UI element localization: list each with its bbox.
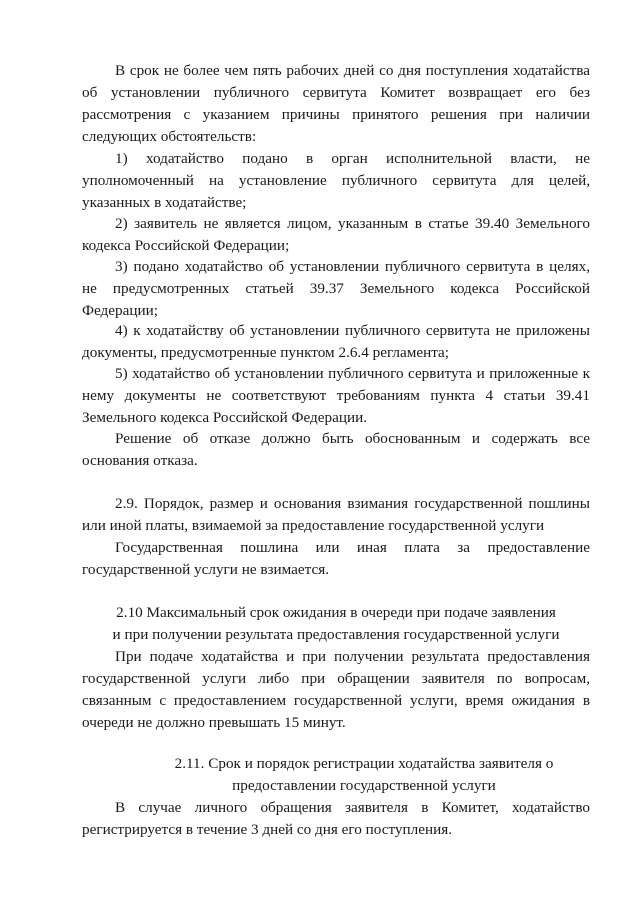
section-2-9-text: Государственная пошлина или иная плата за предоставление государственной услуги не взимается. [82,539,590,578]
section-2-11-title-line-2: предоставлении государственной услуги [232,777,496,794]
list-item-4: 4) к ходатайству об установлении публичного сервитута не приложены документы, предусмотренные пунктом 2.6.4 регламента; [82,322,590,361]
section-2-10-title-line-1: 2.10 Максимальный срок ожидания в очереди при подаче заявления [116,604,556,621]
paragraph-return-conditions: В срок не более чем пять рабочих дней со дня поступления ходатайства об установлении публичного сервитута Комитет возвращает его без рассмотрения с указанием причины принятого решения при наличии следующих обстоятельств: [82,62,590,145]
refusal-paragraph: Решение об отказе должно быть обоснованным и содержать все основания отказа. [82,430,590,469]
list-item-3: 3) подано ходатайство об установлении публичного сервитута в целях, не предусмотренных статьей 39.37 Земельного кодекса Российской Федерации; [82,258,590,319]
section-2-11-title-line-1: 2.11. Срок и порядок регистрации ходатайства заявителя о [174,755,554,772]
list-item-5: 5) ходатайство об установлении публичного сервитута и приложенные к нему документы не соответствуют требованиям пункта 4 статьи 39.41 Земельного кодекса Российской Федерации. [82,365,590,426]
list-item-1: 1) ходатайство подано в орган исполнительной власти, не уполномоченный на установление публичного сервитута для целей, указанных в ходатайстве; [82,150,590,211]
list-item-2: 2) заявитель не является лицом, указанным в статье 39.40 Земельного кодекса Российской Федерации; [82,215,590,254]
section-2-10-title-line-2: и при получении результата предоставления государственной услуги [112,626,560,643]
section-2-11-text: В случае личного обращения заявителя в Комитет, ходатайство регистрируется в течение 3 дней со дня его поступления. [82,799,590,838]
section-2-10-text: При подаче ходатайства и при получении результата предоставления государственной услуги либо при обращении заявителя по вопросам, связанным с предоставлением государственной услуги, время ожидания в очереди не должно превышать 15 минут. [82,648,590,731]
section-2-9-title: 2.9. Порядок, размер и основания взимания государственной пошлины или иной платы, взимаемой за предоставление государственной услуги [82,495,590,534]
